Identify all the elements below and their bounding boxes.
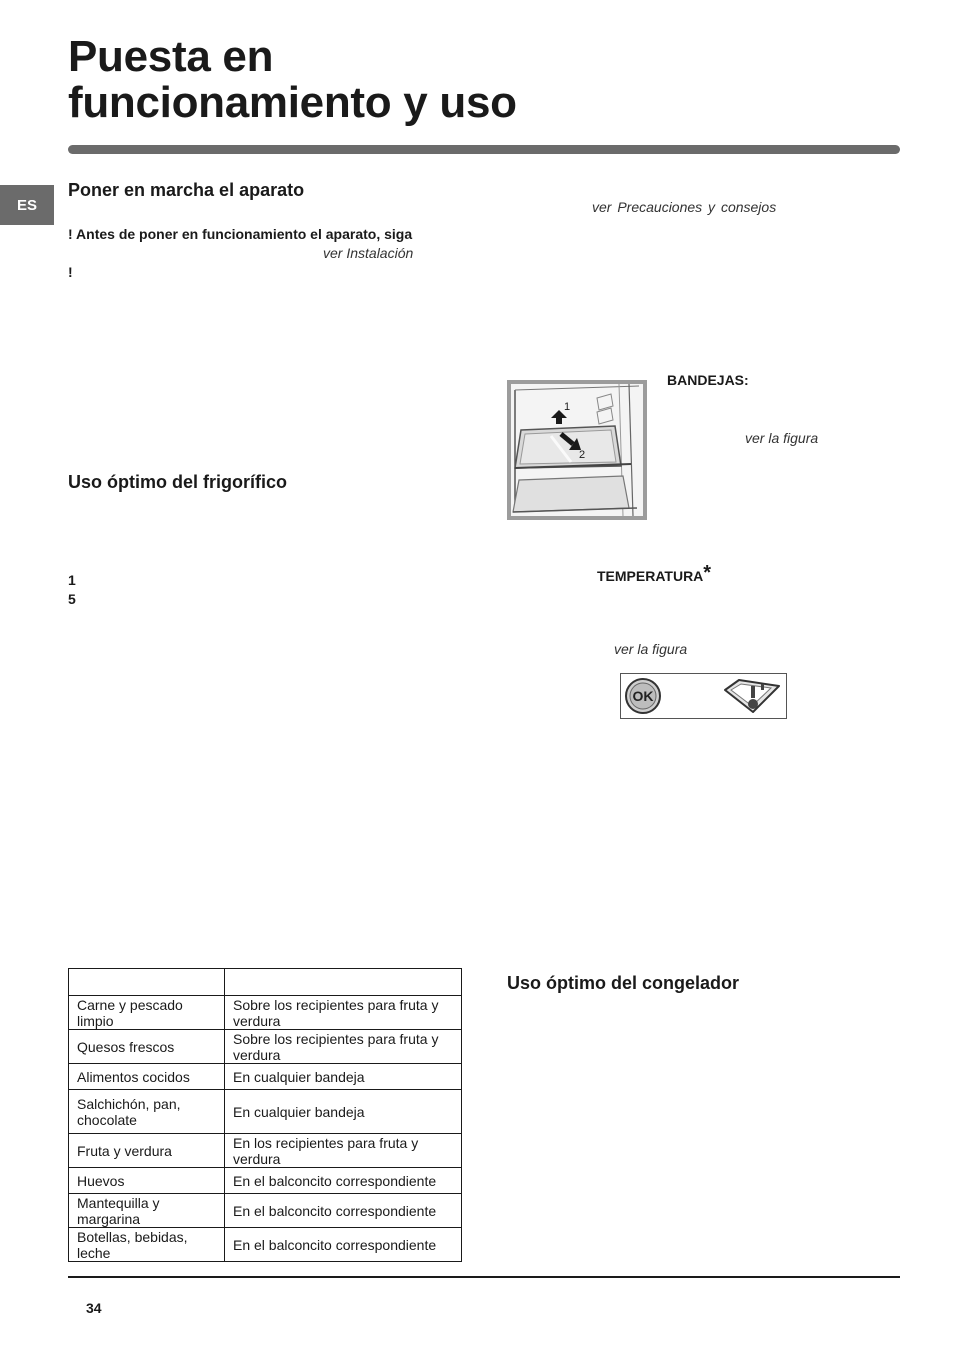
food-item-cell: Quesos frescos [69,1030,225,1064]
placement-cell: En los recipientes para fruta y verdura [225,1134,462,1168]
setting-number-5: 5 [68,591,76,607]
table-header-cell [69,969,225,996]
link-ver-precauciones[interactable]: ver Precauciones y consejos [592,199,777,215]
table-header-row [69,969,462,996]
heading-fridge-use: Uso óptimo del frigorífico [68,472,287,492]
page-title [68,34,517,126]
food-item-cell: Botellas, bebidas, leche [69,1228,225,1262]
placement-cell: Sobre los recipientes para fruta y verdura [225,1030,462,1064]
table-row [69,1228,462,1262]
footnote-asterisk: * [703,562,712,584]
food-placement-table [68,968,462,1262]
shelf-step-1-label: 1 [564,401,571,413]
placement-cell: En el balconcito correspondiente [225,1194,462,1228]
warning-before-start [68,226,460,242]
title-divider [68,145,900,154]
ok-button-text: OK [632,688,654,704]
page-title-line2: funcionamiento y uso [68,78,517,127]
label-temperatura-text: TEMPERATURA [597,568,704,584]
warning-mark: ! [68,226,73,242]
control-panel-figure [620,673,787,719]
page-number: 34 [86,1300,102,1316]
table-header-cell [225,969,462,996]
ok-button-icon [626,679,660,713]
language-tab: ES [0,185,54,225]
link-ver-figura-2[interactable]: ver la figura [614,641,688,657]
control-panel-illustration [621,674,786,718]
table-row [69,1168,462,1194]
label-bandejas: BANDEJAS: [667,372,749,388]
page-title-line1: Puesta en [68,32,274,81]
food-item-cell: Mantequilla y margarina [69,1194,225,1228]
table-row [69,1064,462,1090]
placement-cell: En cualquier bandeja [225,1064,462,1090]
placement-cell: En el balconcito correspondiente [225,1168,462,1194]
link-ver-instalacion[interactable]: ver Instalación [323,245,414,261]
food-item-cell: Salchichón, pan, chocolate [69,1090,225,1134]
table-row [69,1090,462,1134]
table-row [69,1194,462,1228]
label-temperatura [597,564,711,587]
warning-text: Antes de poner en funcionamiento el aparato, siga [76,226,413,242]
shelf-illustration [511,384,643,516]
shelf-step-2-label: 2 [579,449,586,461]
shelf-figure [507,380,647,520]
table-row [69,996,462,1030]
placement-cell: Sobre los recipientes para fruta y verdura [225,996,462,1030]
food-item-cell: Huevos [69,1168,225,1194]
footer-divider [68,1276,900,1278]
placement-cell: En cualquier bandeja [225,1090,462,1134]
temperature-warning-icon [725,680,779,712]
heading-freezer-use: Uso óptimo del congelador [507,973,740,993]
warning-mark-2: ! [68,264,73,280]
table-row [69,1134,462,1168]
food-item-cell: Carne y pescado limpio [69,996,225,1030]
heading-start-appliance: Poner en marcha el aparato [68,180,305,200]
link-ver-figura-1[interactable]: ver la figura [745,430,819,446]
food-item-cell: Fruta y verdura [69,1134,225,1168]
placement-cell: En el balconcito correspondiente [225,1228,462,1262]
setting-number-1: 1 [68,572,76,588]
table-row [69,1030,462,1064]
food-item-cell: Alimentos cocidos [69,1064,225,1090]
